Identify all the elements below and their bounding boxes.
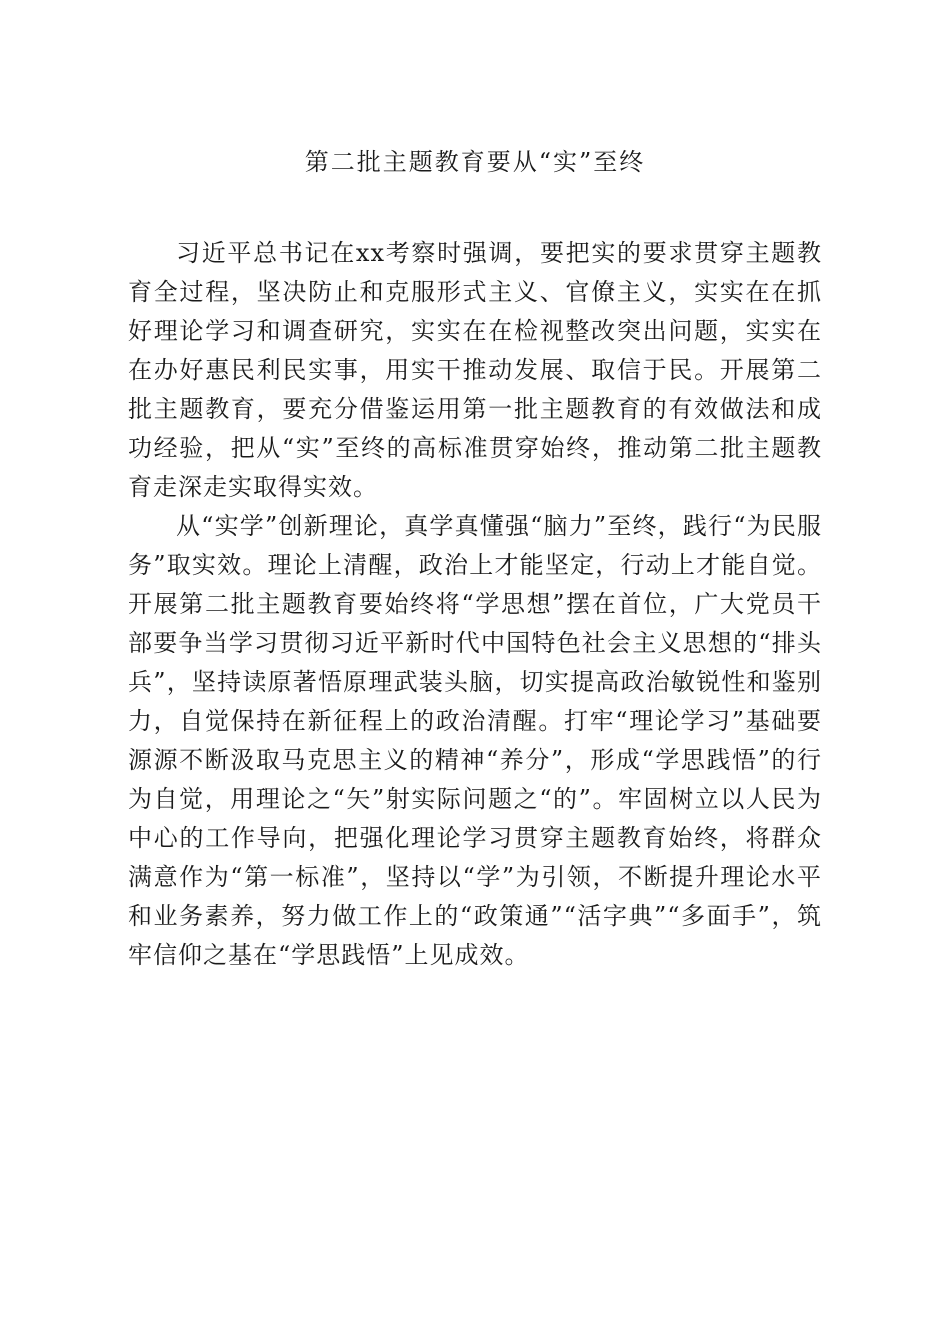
paragraph-1: 习近平总书记在xx考察时强调，要把实的要求贯穿主题教育全过程，坚决防止和克服形式主义、官僚主义，实实在在抓好理论学习和调查研究，实实在在检视整改突出问题，实实在在办好惠民利民实事，用实干推动发展、取信于民。开展第二批主题教育，要充分借鉴运用第一批主题教育的有效做法和成功经验，把从“实”至终的高标准贯穿始终，推动第二批主题教育走深走实取得实效。 xyxy=(128,239,822,501)
paragraph-2: 从“实学”创新理论，真学真懂强“脑力”至终，践行“为民服务”取实效。理论上清醒，政治上才能坚定，行动上才能自觉。开展第二批主题教育要始终将“学思想”摆在首位，广大党员干部要争当学习贯彻习近平新时代中国特色社会主义思想的“排头兵”，坚持读原著悟原理武装头脑，切实提高政治敏锐性和鉴别力，自觉保持在新征程上的政治清醒。打牢“理论学习”基础要源源不断汲取马克思主义的精神“养分”，形成“学思践悟”的行为自觉，用理论之“矢”射实际问题之“的”。牢固树立以人民为中心的工作导向，把强化理论学习贯穿主题教育始终，将群众满意作为“第一标准”，坚持以“学”为引领，不断提升理论水平和业务素养，努力做工作上的“政策通”“活字典”“多面手”，筑牢信仰之基在“学思践悟”上见成效。 xyxy=(128,512,822,969)
document-title: 第二批主题教育要从“实”至终 xyxy=(304,148,646,176)
document-body xyxy=(128,234,822,975)
